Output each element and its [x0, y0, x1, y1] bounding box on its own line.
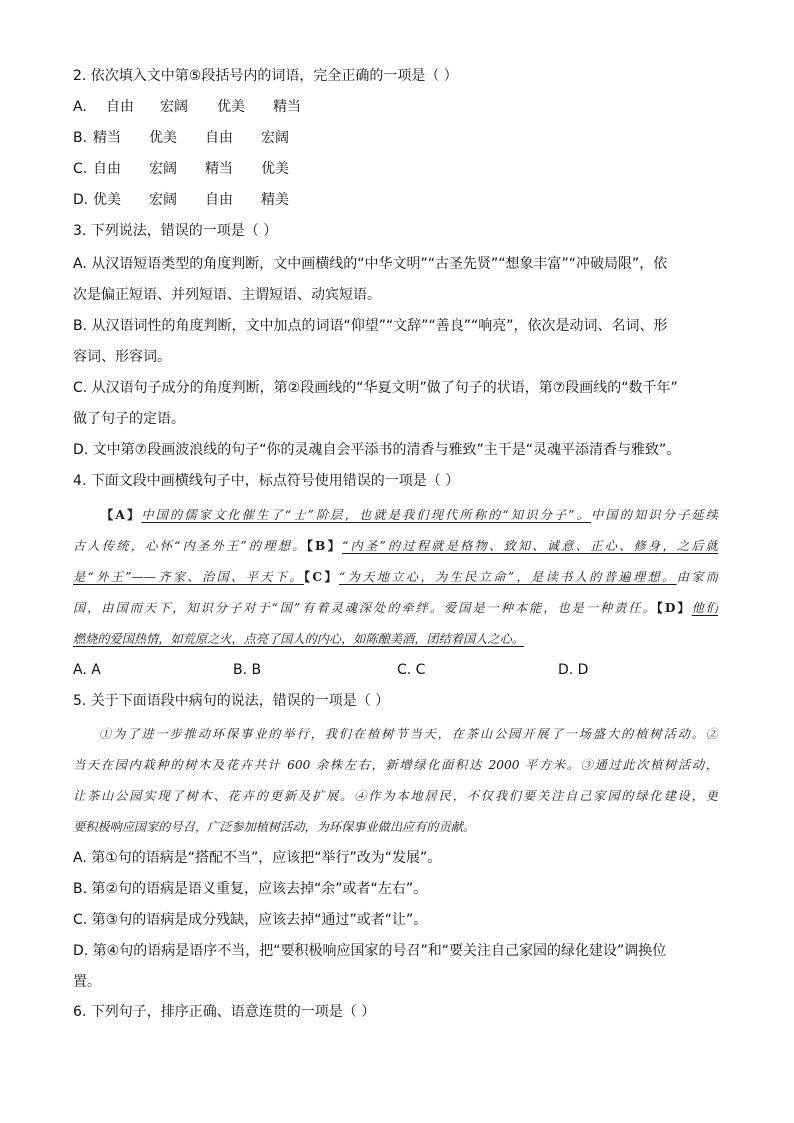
q5-option-b: B. 第②句的语病是语义重复，应该去掉“余”或者“左右”。	[73, 881, 428, 897]
q4-options	[73, 661, 588, 679]
q6-stem: 6. 下列句子，排序正确、语意连贯的一项是（ ）	[73, 1004, 376, 1020]
underlined-sentence-c: “为天地立心，为生民立命”，是读书人的普遍理想。	[339, 570, 677, 584]
q3-stem: 3. 下列说法，错误的一项是（ ）	[73, 223, 278, 239]
q4-option-d: D. D	[558, 662, 589, 678]
underlined-sentence-a: 中国的儒家文化催生了“士”阶层，也就是我们现代所称的“知识分子”。	[141, 508, 592, 522]
q5-option-d: D. 第④句的语病是语序不当，把“要积极响应国家的号召”和“要关注自己家园的绿化建设”调换位	[73, 943, 667, 959]
q2-option-b: B. 精当 优美 自由 宏阔	[73, 130, 289, 146]
q5-option-c: C. 第③句的语病是成分残缺，应该去掉“通过”或者“让”。	[73, 912, 428, 928]
q4-option-a: A. A	[73, 662, 101, 678]
q3-line: A. 从汉语短语类型的角度判断，文中画横线的“中华文明”“古圣先贤”“想象丰富”“冲破局限”，依	[73, 256, 668, 272]
underlined-sentence-d: 他们	[691, 601, 718, 615]
q3-line: 次是偏正短语、并列短语、主谓短语、动宾短语。	[73, 287, 381, 303]
q3-line: 做了句子的定语。	[73, 411, 185, 427]
q5-passage-line: ①为了进一步推动环保事业的举行，我们在植树节当天，在茶山公园开展了一场盛大的植树活动。②	[99, 727, 718, 741]
q5-passage-line: 当天在园内栽种的树木及花卉共计 600 余株左右，新增绿化面积达 2000 平方米。③通过此次植树活动，	[73, 758, 718, 772]
q4-passage-line: 国，由国而天下，知识分子对于“国”有着灵魂深处的牵绊。爱国是一种本能，也是一种责任。【D】他们	[73, 601, 718, 615]
q5-passage	[73, 719, 718, 843]
q4-option-b: B. B	[233, 662, 262, 678]
q5-passage-line: 让茶山公园实现了树木、花卉的更新及扩展。④作为本地居民，不仅我们要关注自己家园的绿化建设，更	[73, 789, 718, 803]
q3-line: B. 从汉语词性的角度判断，文中加点的词语“仰望”“文辞”“善良”“响亮”，依次是动词、名词、形	[73, 318, 668, 334]
q2-option-a: A. 自由 宏阔 优美 精当	[73, 99, 301, 115]
q4-stem: 4. 下面文段中画横线句子中，标点符号使用错误的一项是（ ）	[73, 473, 460, 489]
q5-option-d-cont: 置。	[73, 974, 101, 990]
q5-stem: 5. 关于下面语段中病句的说法，错误的一项是（ ）	[73, 693, 390, 709]
q5-passage-line: 要积极响应国家的号召，广泛参加植树活动，为环保事业做出应有的贡献。	[73, 820, 476, 834]
q4-passage-line: 【A】中国的儒家文化催生了“士”阶层，也就是我们现代所称的“知识分子”。中国的知识分子延续	[101, 508, 718, 522]
q3-line: D. 文中第⑦段画波浪线的句子“你的灵魂自会平添书的清香与雅致”主干是“灵魂平添清香与雅致”。	[73, 442, 681, 458]
q4-passage	[73, 500, 718, 655]
q3-line: C. 从汉语句子成分的角度判断，第②段画线的“华夏文明”做了句子的状语，第⑦段画线的“数千年”	[73, 380, 678, 396]
q4-passage-line: 古人传统，心怀“内圣外王”的理想。【B】“内圣”的过程就是格物、致知、诚意、正心、修身，之后就	[73, 539, 718, 553]
q2-option-d: D. 优美 宏阔 自由 精美	[73, 192, 289, 208]
q4-passage-line: 燃烧的爱国热情，如荒原之火，点亮了国人的内心，如陈酿美酒，团结着国人之心。	[73, 632, 524, 646]
q2-stem: 2. 依次填入文中第⑤段括号内的词语，完全正确的一项是（ ）	[73, 68, 458, 84]
q5-option-a: A. 第①句的语病是“搭配不当”，应该把“举行”改为“发展”。	[73, 850, 442, 866]
q4-option-c: C. C	[397, 662, 426, 678]
q3-line: 容词、形容词。	[73, 349, 171, 365]
q2-option-c: C. 自由 宏阔 精当 优美	[73, 161, 289, 177]
q4-passage-line: 是“外王”——齐家、治国、平天下。【C】“为天地立心，为生民立命”，是读书人的普遍理想。由家而	[73, 570, 718, 584]
underlined-sentence-b: “内圣”的过程就是格物、致知、诚意、正心、修身，之后就	[342, 539, 718, 553]
